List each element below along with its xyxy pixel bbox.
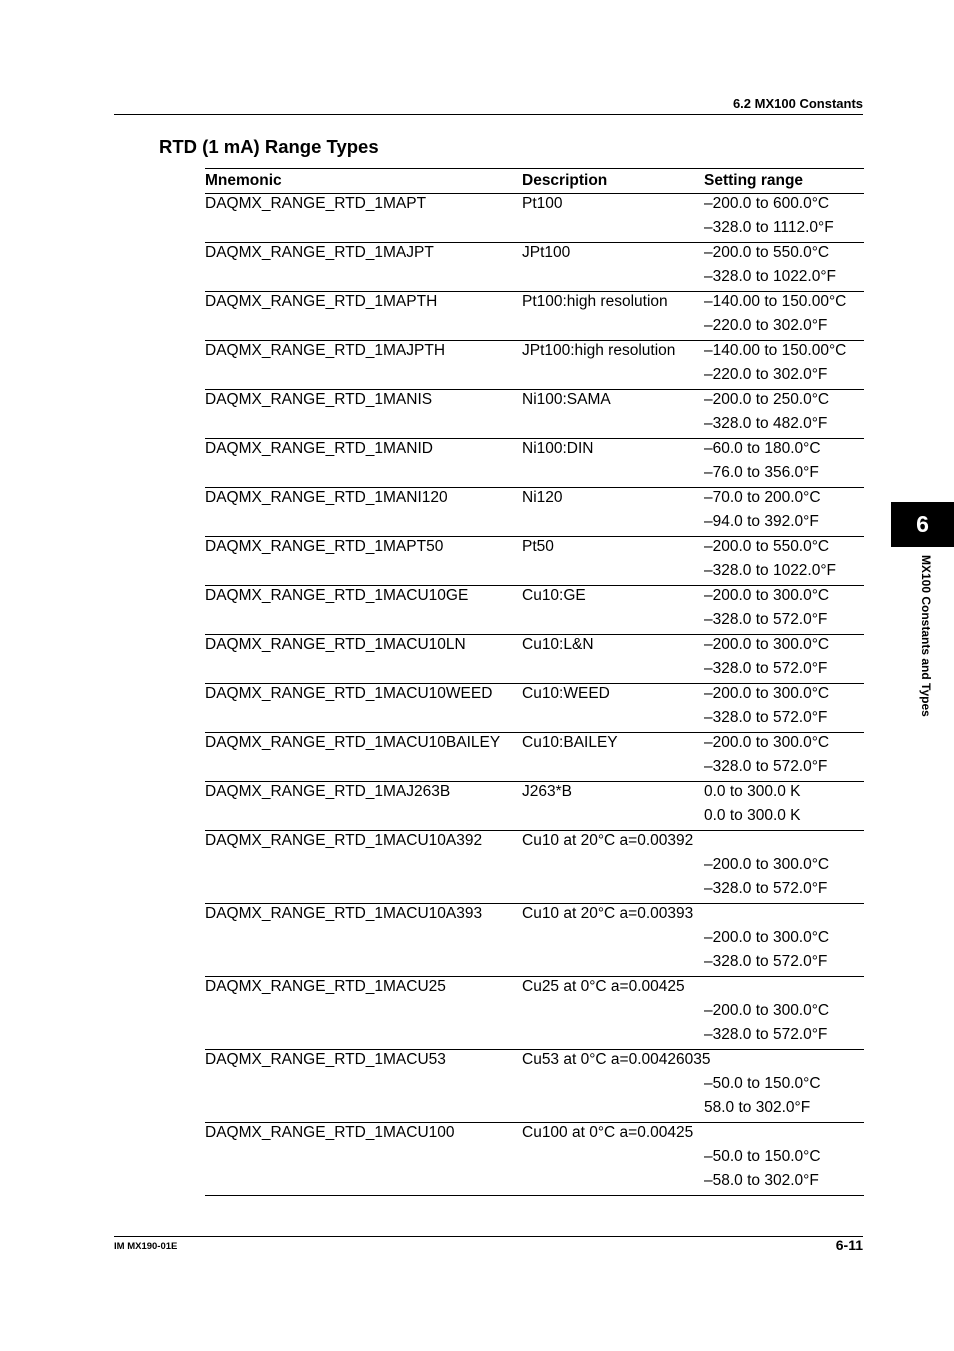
chapter-tab-label: MX100 Constants and Types: [919, 555, 933, 717]
description-cell: Cu53 at 0°C a=0.00426035: [522, 1051, 711, 1068]
table-row: [205, 586, 864, 635]
description-cell: Cu10:L&N: [522, 636, 594, 653]
page-number: 6-11: [835, 1237, 863, 1253]
setting-range-cell: –200.0 to 550.0°C: [704, 244, 830, 261]
table-row-line: [205, 783, 864, 807]
description-cell: Ni100:DIN: [522, 440, 594, 457]
table-row-line: [205, 1099, 864, 1122]
mnemonic-cell: DAQMX_RANGE_RTD_1MANID: [205, 440, 433, 457]
table-row-line: [205, 611, 864, 634]
setting-range-cell: –328.0 to 1112.0°F: [704, 219, 834, 236]
table-row-line: [205, 856, 864, 880]
description-cell: Cu10:BAILEY: [522, 734, 618, 751]
table-row-line: [205, 807, 864, 830]
setting-range-cell: –200.0 to 300.0°C: [704, 734, 830, 751]
setting-range-cell: –200.0 to 300.0°C: [704, 587, 830, 604]
description-cell: Pt50: [522, 538, 554, 555]
table-row-line: [205, 366, 864, 389]
table-row: [205, 341, 864, 390]
table-row: [205, 1123, 864, 1196]
header-divider: [114, 114, 863, 115]
setting-range-cell: –76.0 to 356.0°F: [704, 464, 819, 481]
column-header-mnemonic: Mnemonic: [205, 172, 282, 189]
table-row: [205, 292, 864, 341]
setting-range-cell: –60.0 to 180.0°C: [704, 440, 821, 457]
table-row-line: [205, 1075, 864, 1099]
table-row: [205, 831, 864, 904]
mnemonic-cell: DAQMX_RANGE_RTD_1MACU10A392: [205, 832, 483, 849]
setting-range-cell: 0.0 to 300.0 K: [704, 783, 801, 800]
table-row-line: [205, 709, 864, 732]
table-row-line: [205, 905, 864, 929]
setting-range-cell: –328.0 to 1022.0°F: [704, 268, 837, 285]
table-row: [205, 194, 864, 243]
mnemonic-cell: DAQMX_RANGE_RTD_1MACU10GE: [205, 587, 469, 604]
table-row-line: [205, 1002, 864, 1026]
setting-range-cell: –94.0 to 392.0°F: [704, 513, 819, 530]
table-body: [205, 194, 864, 1196]
description-cell: Cu10:GE: [522, 587, 586, 604]
table-row-line: [205, 415, 864, 438]
setting-range-cell: –328.0 to 572.0°F: [704, 709, 828, 726]
table-row-line: [205, 513, 864, 536]
description-cell: Pt100: [522, 195, 563, 212]
range-types-table: [205, 168, 864, 1196]
table-row: [205, 684, 864, 733]
column-header-description: Description: [522, 172, 608, 189]
setting-range-cell: –220.0 to 302.0°F: [704, 366, 828, 383]
table-row: [205, 904, 864, 977]
setting-range-cell: –200.0 to 300.0°C: [704, 856, 830, 873]
table-row-line: [205, 244, 864, 268]
setting-range-cell: –200.0 to 550.0°C: [704, 538, 830, 555]
setting-range-cell: –140.00 to 150.00°C: [704, 293, 847, 310]
mnemonic-cell: DAQMX_RANGE_RTD_1MAPT50: [205, 538, 444, 555]
table-row-line: [205, 978, 864, 1002]
column-header-setting-range: Setting range: [704, 172, 804, 189]
table-row: [205, 733, 864, 782]
setting-range-cell: –50.0 to 150.0°C: [704, 1075, 821, 1092]
setting-range-cell: –58.0 to 302.0°F: [704, 1172, 819, 1189]
table-row: [205, 782, 864, 831]
mnemonic-cell: DAQMX_RANGE_RTD_1MAPTH: [205, 293, 438, 310]
description-cell: Cu25 at 0°C a=0.00425: [522, 978, 685, 995]
description-cell: Cu10 at 20°C a=0.00392: [522, 832, 694, 849]
table-row-line: [205, 953, 864, 976]
setting-range-cell: 0.0 to 300.0 K: [704, 807, 801, 824]
description-cell: Cu10:WEED: [522, 685, 610, 702]
mnemonic-cell: DAQMX_RANGE_RTD_1MAJPT: [205, 244, 434, 261]
table-row-line: [205, 685, 864, 709]
mnemonic-cell: DAQMX_RANGE_RTD_1MACU53: [205, 1051, 446, 1068]
table-row-line: [205, 734, 864, 758]
table-row-line: [205, 929, 864, 953]
table-row: [205, 439, 864, 488]
setting-range-cell: –200.0 to 300.0°C: [704, 685, 830, 702]
table-row: [205, 1050, 864, 1123]
setting-range-cell: –200.0 to 250.0°C: [704, 391, 830, 408]
setting-range-cell: –328.0 to 572.0°F: [704, 880, 828, 897]
description-cell: JPt100:high resolution: [522, 342, 676, 359]
setting-range-cell: –328.0 to 572.0°F: [704, 611, 828, 628]
table-row-line: [205, 832, 864, 856]
description-cell: Cu100 at 0°C a=0.00425: [522, 1124, 694, 1141]
description-cell: Pt100:high resolution: [522, 293, 668, 310]
setting-range-cell: –70.0 to 200.0°C: [704, 489, 821, 506]
table-row-line: [205, 660, 864, 683]
table-row-line: [205, 489, 864, 513]
table-row-line: [205, 464, 864, 487]
setting-range-cell: –200.0 to 600.0°C: [704, 195, 830, 212]
table-row: [205, 977, 864, 1050]
table-row-line: [205, 219, 864, 242]
setting-range-cell: –200.0 to 300.0°C: [704, 636, 830, 653]
mnemonic-cell: DAQMX_RANGE_RTD_1MANIS: [205, 391, 433, 408]
table-row-line: [205, 636, 864, 660]
table-row: [205, 243, 864, 292]
table-row-line: [205, 880, 864, 903]
table-row-line: [205, 440, 864, 464]
mnemonic-cell: DAQMX_RANGE_RTD_1MAPT: [205, 195, 427, 212]
mnemonic-cell: DAQMX_RANGE_RTD_1MACU10A393: [205, 905, 483, 922]
footer-divider: [114, 1236, 863, 1237]
table-row: [205, 537, 864, 586]
table-row-line: [205, 391, 864, 415]
table-row: [205, 390, 864, 439]
mnemonic-cell: DAQMX_RANGE_RTD_1MAJ263B: [205, 783, 451, 800]
table-row-line: [205, 562, 864, 585]
setting-range-cell: –328.0 to 482.0°F: [704, 415, 828, 432]
description-cell: J263*B: [522, 783, 572, 800]
setting-range-cell: –50.0 to 150.0°C: [704, 1148, 821, 1165]
table-header-row: [205, 168, 864, 194]
mnemonic-cell: DAQMX_RANGE_RTD_1MAJPTH: [205, 342, 446, 359]
description-cell: JPt100: [522, 244, 571, 261]
mnemonic-cell: DAQMX_RANGE_RTD_1MACU10LN: [205, 636, 466, 653]
mnemonic-cell: DAQMX_RANGE_RTD_1MACU10BAILEY: [205, 734, 501, 751]
table-row-line: [205, 195, 864, 219]
description-cell: Ni100:SAMA: [522, 391, 611, 408]
setting-range-cell: –200.0 to 300.0°C: [704, 1002, 830, 1019]
mnemonic-cell: DAQMX_RANGE_RTD_1MACU100: [205, 1124, 455, 1141]
table-row-line: [205, 293, 864, 317]
setting-range-cell: –220.0 to 302.0°F: [704, 317, 828, 334]
setting-range-cell: –328.0 to 572.0°F: [704, 758, 828, 775]
description-cell: Cu10 at 20°C a=0.00393: [522, 905, 694, 922]
table-row-line: [205, 342, 864, 366]
setting-range-cell: –140.00 to 150.00°C: [704, 342, 847, 359]
table-row-line: [205, 538, 864, 562]
table-row-line: [205, 1026, 864, 1049]
setting-range-cell: –328.0 to 572.0°F: [704, 953, 828, 970]
table-row-line: [205, 1172, 864, 1195]
running-header-title: 6.2 MX100 Constants: [732, 96, 863, 111]
table-row: [205, 488, 864, 537]
mnemonic-cell: DAQMX_RANGE_RTD_1MACU25: [205, 978, 446, 995]
table-row-line: [205, 317, 864, 340]
setting-range-cell: 58.0 to 302.0°F: [704, 1099, 811, 1116]
table-row-line: [205, 587, 864, 611]
document-id: IM MX190-01E: [114, 1241, 178, 1252]
table-row: [205, 635, 864, 684]
setting-range-cell: –328.0 to 572.0°F: [704, 1026, 828, 1043]
section-heading: RTD (1 mA) Range Types: [159, 136, 379, 157]
table-row-line: [205, 1051, 864, 1075]
setting-range-cell: –200.0 to 300.0°C: [704, 929, 830, 946]
table-row-line: [205, 1124, 864, 1148]
table-row-line: [205, 268, 864, 291]
description-cell: Ni120: [522, 489, 563, 506]
setting-range-cell: –328.0 to 572.0°F: [704, 660, 828, 677]
mnemonic-cell: DAQMX_RANGE_RTD_1MANI120: [205, 489, 448, 506]
table-row-line: [205, 1148, 864, 1172]
table-row-line: [205, 758, 864, 781]
mnemonic-cell: DAQMX_RANGE_RTD_1MACU10WEED: [205, 685, 493, 702]
setting-range-cell: –328.0 to 1022.0°F: [704, 562, 837, 579]
chapter-tab: 6: [891, 502, 954, 547]
